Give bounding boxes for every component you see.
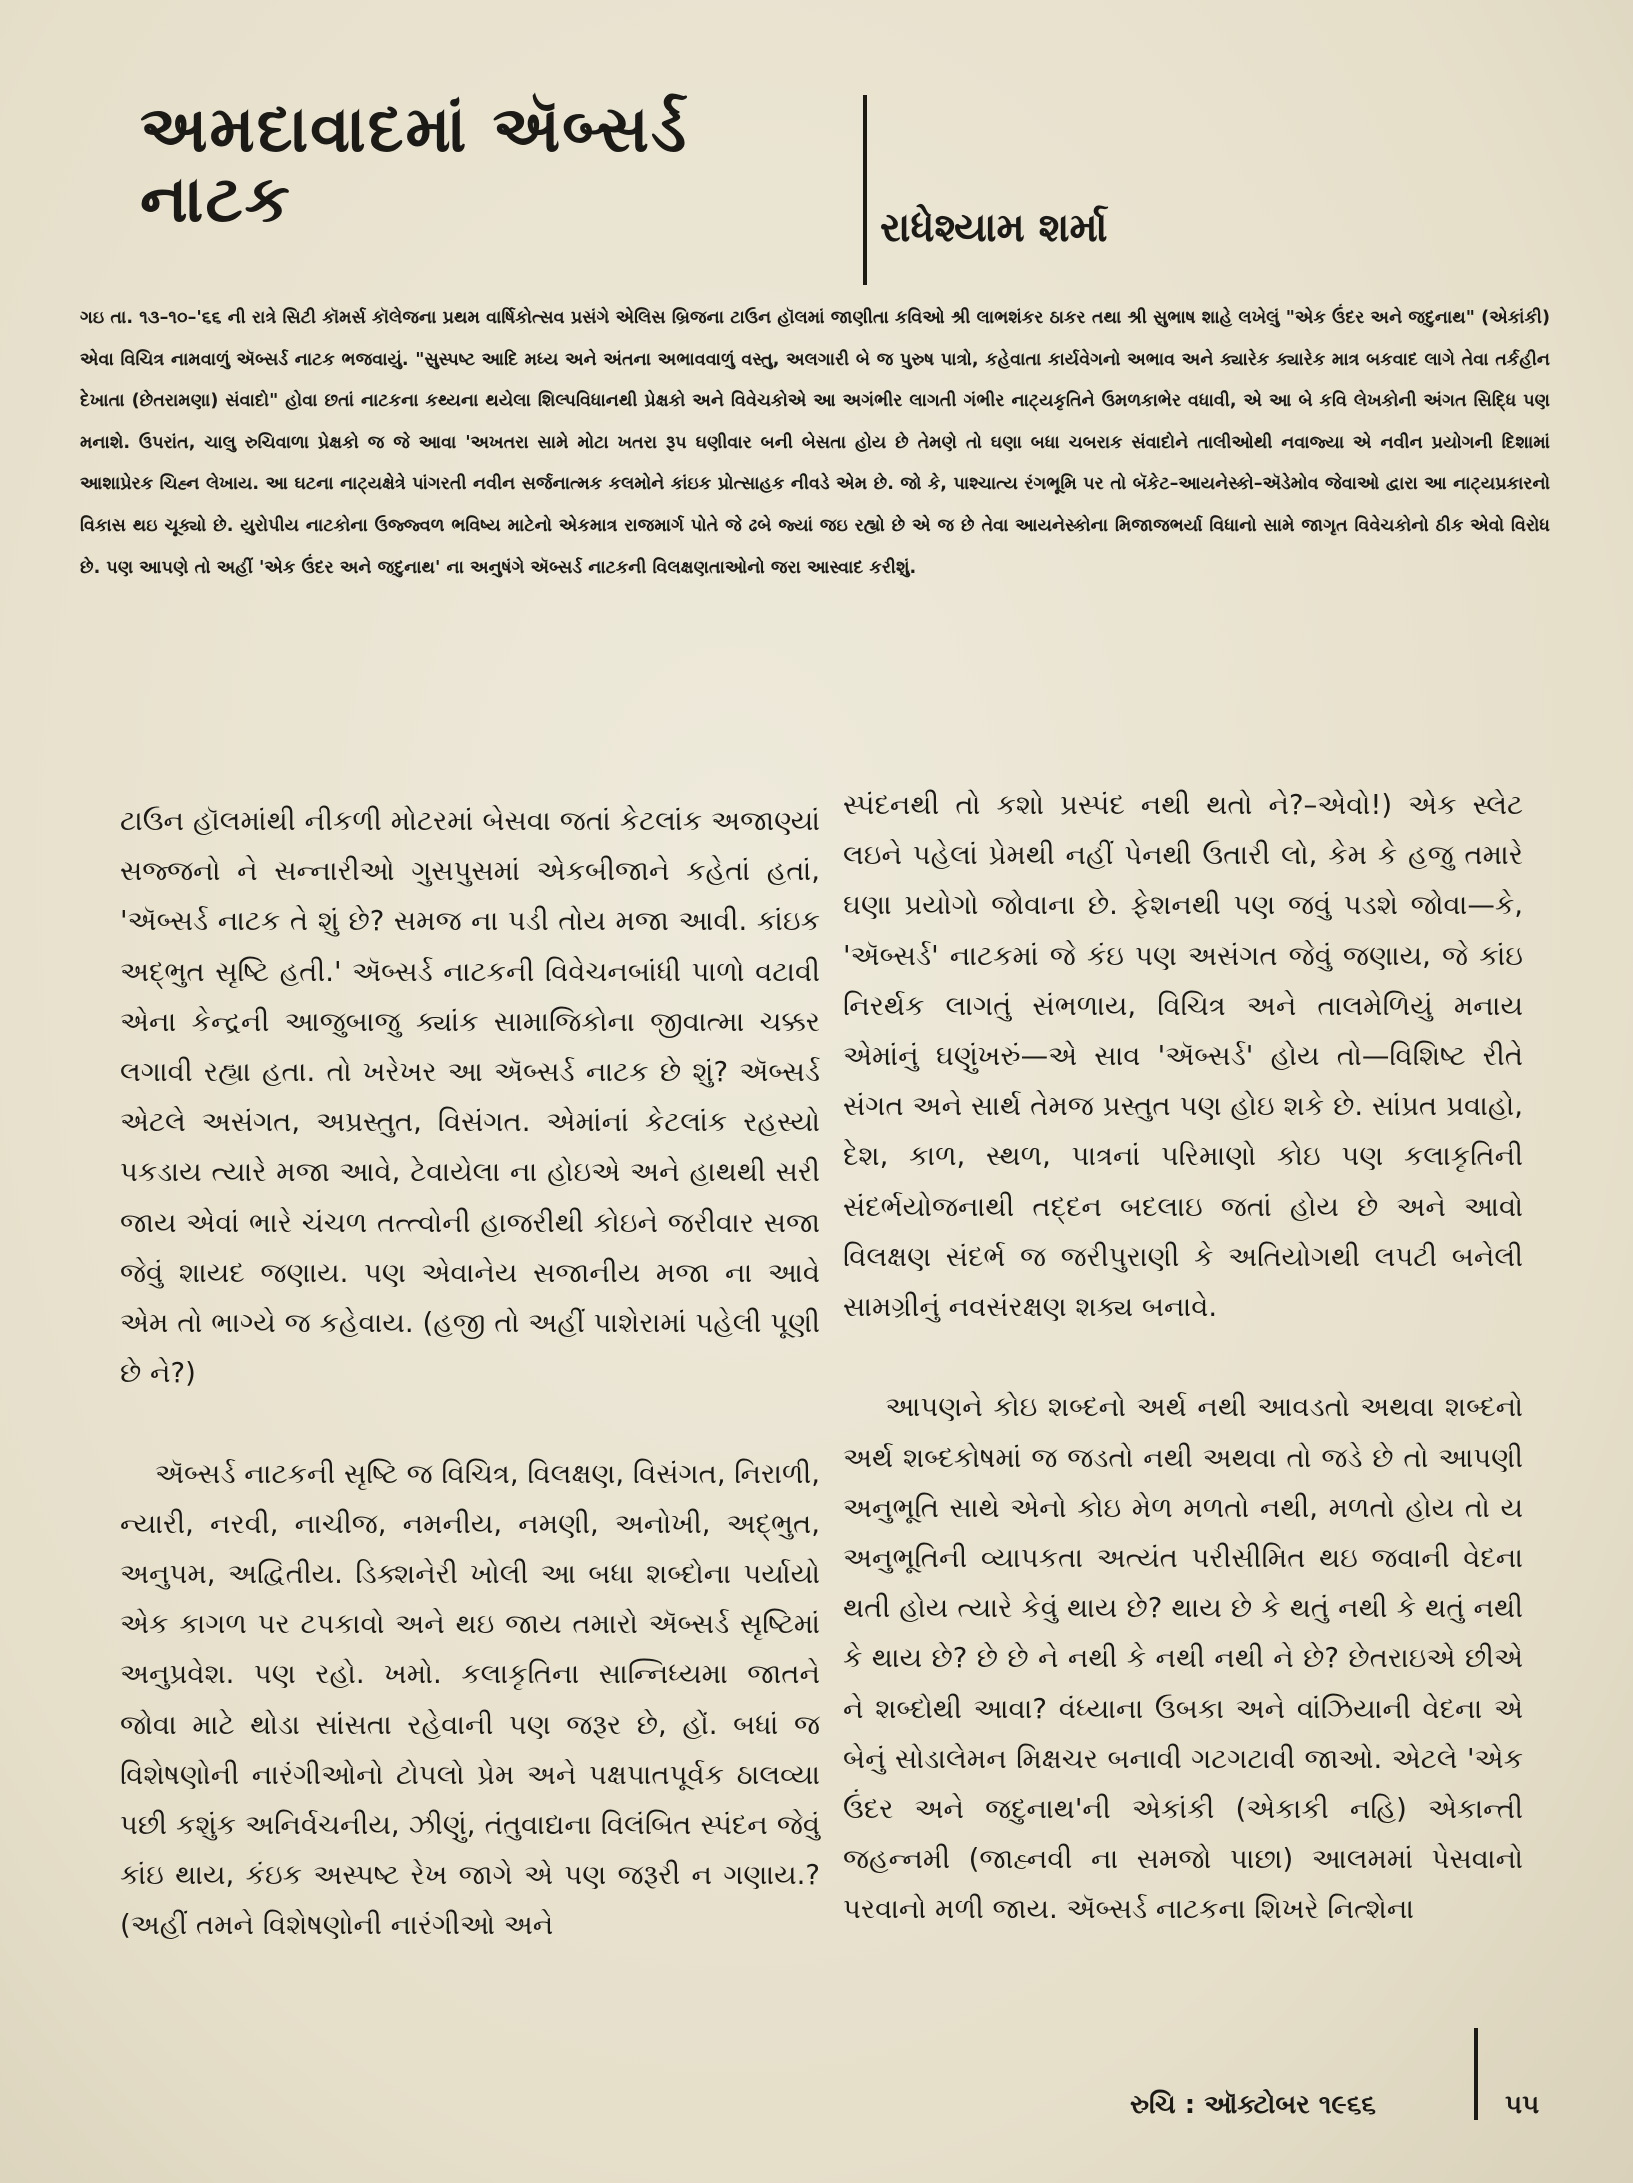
article-title: અમદાવાદમાં ઍબ્સર્ડ નાટક xyxy=(140,93,689,238)
body-column-left: ટાઉન હૉલમાંથી નીકળી મોટરમાં બેસવા જતાં કેટલાંક અજાણ્યાં સજ્જનો ને સન્નારીઓ ગુસપુસમાં એકબીજાને કહેતાં હતાં, 'ઍબ્સર્ડ નાટક તે શું છે? સમજ ના પડી તોય મજા આવી. કાંઇક અદ્ભુત સૃષ્ટિ હતી.' ઍબ્સર્ડ નાટકની વિવેચનબાંધી પાળો વટાવી એના કેન્દ્રની આજુબાજુ ક્યાંક સામાજિકોના જીવાત્મા ચક્કર લગાવી રહ્યા હતા. તો ખરેખર આ ઍબ્સર્ડ નાટક છે શું? ઍબ્સર્ડ એટલે અસંગત, અપ્રસ્તુત, વિસંગત. એમાંનાં કેટલાંક રહસ્યો પકડાય ત્યારે મજા આવે, ટેવાયેલા ના હોઇએ અને હાથથી સરી જાય એવાં ભારે ચંચળ તત્ત્વોની હાજરીથી કોઇને જરીવાર સજા જેવું શાયદ જણાય. પણ એવાનેય સજાનીય મજા ના આવે એમ તો ભાગ્યે જ કહેવાય. (હજી તો અહીં પાશેરામાં પહેલી પૂણી છે ને?) ઍબ્સર્ડ નાટકની સૃષ્ટિ જ વિચિત્ર, વિલક્ષણ, વિસંગત, નિરાળી, ન્યારી, નરવી, નાચીજ, નમનીય, નમણી, અનોખી, અદ્ભુત, અનુપમ, અદ્વિતીય. ડિક્શનેરી ખોલી આ બધા શબ્દોના પર્યાયો એક કાગળ પર ટપકાવો અને થઇ જાય તમારો ઍબ્સર્ડ સૃષ્ટિમાં અનુપ્રવેશ. પણ રહો. ખમો. કલાકૃતિના સાન્નિધ્યમા જાતને જોવા માટે થોડા સાંસતા રહેવાની પણ જરૂર છે, હોં. બધાં જ વિશેષણોની નારંગીઓનો ટોપલો પ્રેમ અને પક્ષપાતપૂર્વક ઠાલવ્યા પછી કશુંક અનિર્વચનીય, ઝીણું, તંતુવાદ્યના વિલંબિત સ્પંદન જેવું કાંઇ થાય, કંઇક અસ્પષ્ટ રેખ જાગે એ પણ જરૂરી ન ગણાય.? (અહીં તમને વિશેષણોની નારંગીઓ અને xyxy=(120,805,821,1942)
article-author: રાધેશ્યામ શર્મા xyxy=(880,205,1108,251)
page-number: ૫૫ xyxy=(1505,2090,1540,2120)
body-column-right: સ્પંદનથી તો કશો પ્રસ્પંદ નથી થતો ને?–એવો!) એક સ્લેટ લઇને પહેલાં પ્રેમથી નહીં પેનથી ઉતારી લો, કેમ કે હજુ તમારે ઘણા પ્રયોગો જોવાના છે. ફેશનથી પણ જવું પડશે જોવા—કે, 'ઍબ્સર્ડ' નાટકમાં જે કંઇ પણ અસંગત જેવું જણાય, જે કાંઇ નિરર્થક લાગતું સંભળાય, વિચિત્ર અને તાલમેળિયું મનાય એમાંનું ઘણુંખરું—એ સાવ 'ઍબ્સર્ડ' હોય તો—વિશિષ્ટ રીતે સંગત અને સાર્થ તેમજ પ્રસ્તુત પણ હોઇ શકે છે. સાંપ્રત પ્રવાહો, દેશ, કાળ, સ્થળ, પાત્રનાં પરિમાણો કોઇ પણ કલાકૃતિની સંદર્ભયોજનાથી તદ્દન બદલાઇ જતાં હોય છે અને આવો વિલક્ષણ સંદર્ભ જ જરીપુરાણી કે અતિયોગથી લપટી બનેલી સામગ્રીનું નવસંરક્ષણ શક્ય બનાવે. આપણને કોઇ શબ્દનો અર્થ નથી આવડતો અથવા શબ્દનો અર્થ શબ્દકોષમાં જ જડતો નથી અથવા તો જડે છે તો આપણી અનુભૂતિ સાથે એનો કોઇ મેળ મળતો નથી, મળતો હોય તો ય અનુભૂતિની વ્યાપકતા અત્યંત પરીસીમિત થઇ જવાની વેદના થતી હોય ત્યારે કેવું થાય છે? થાય છે કે થતું નથી કે થતું નથી કે થાય છે? છે છે ને નથી કે નથી નથી ને છે? છેતરાઇએ છીએ ને શબ્દોથી આવા? વંધ્યાના ઉબકા અને વાંઝિયાની વેદના એ બેનું સોડાલેમન મિક્ષચર બનાવી ગટગટાવી જાઓ. એટલે 'એક ઉંદર અને જદુનાથ'ની એકાંકી (એકાકી નહિ) એકાન્તી જહન્નમી (જાહ્નવી ના સમજો પાછા) આલમમાં પેસવાનો પરવાનો મળી જાય. ઍબ્સર્ડ નાટકના શિખરે નિત્શેના xyxy=(843,789,1524,1926)
footer-divider xyxy=(1474,2028,1478,2120)
title-divider xyxy=(863,95,867,285)
article-intro: ગઇ તા. ૧૩–૧૦–'૬૬ ની રાત્રે સિટી કૉમર્સ કૉલેજના પ્રથમ વાર્ષિકોત્સવ પ્રસંગે એલિસ બ્રિજના ટાઉન હૉલમાં જાણીતા કવિઓ શ્રી લાભશંકર ઠાકર તથા શ્રી સુભાષ શાહે લખેલું "એક ઉંદર અને જદુનાથ" (એકાંકી) એવા વિચિત્ર નામવાળું ઍબ્સર્ડ નાટક ભજવાયું. "સુસ્પષ્ટ આદિ મધ્ય અને અંતના અભાવવાળું વસ્તુ, અલગારી બે જ પુરુષ પાત્રો, કહેવાતા કાર્યવેગનો અભાવ અને ક્યારેક ક્યારેક માત્ર બકવાદ લાગે તેવા તર્કહીન દેખાતા (છેતરામણા) સંવાદો" હોવા છતાં નાટકના કથ્યના થયેલા શિલ્પવિધાનથી પ્રેક્ષકો અને વિવેચકોએ આ અગંભીર લાગતી ગંભીર નાટ્યકૃતિને ઉમળકાભેર વધાવી, એ આ બે કવિ લેખકોની અંગત સિદ્ધિ પણ મનાશે. ઉપરાંત, ચાલુ રુચિવાળા પ્રેક્ષકો જ જે આવા 'અખતરા સામે મોટા ખતરા રૂપ ઘણીવાર બની બેસતા હોય છે તેમણે તો ઘણા બધા ચબરાક સંવાદોને તાલીઓથી નવાજ્યા એ નવીન પ્રયોગની દિશામાં આશાપ્રેરક ચિહ્ન લેખાય. આ ઘટના નાટ્યક્ષેત્રે પાંગરતી નવીન સર્જનાત્મક કલમોને કાંઇક પ્રોત્સાહક નીવડે એમ છે. જો કે, પાશ્ચાત્ય રંગભૂમિ પર તો બૅકેટ–આયનેસ્કો–ઍડેમોવ જેવાઓ દ્વારા આ નાટ્યપ્રકારનો વિકાસ થઇ ચૂક્યો છે. યુરોપીય નાટકોના ઉજ્જ્વળ ભવિષ્ય માટેનો એકમાત્ર રાજમાર્ગ પોતે જે ઢબે જ્યાં જઇ રહ્યો છે એ જ છે તેવા આયનેસ્કોના મિજાજભર્યા વિધાનો સામે જાગૃત વિવેચકોનો ઠીક એવો વિરોધ છે. પણ આપણે તો અહીં 'એક ઉંદર અને જદુનાથ' ના અનુષંગે ઍબ્સર્ડ નાટકની વિલક્ષણતાઓનો જરા આસ્વાદ કરીશું. xyxy=(80,308,1557,578)
footer-magazine-name: રુચિ : ઑક્ટોબર ૧૯૬૬ xyxy=(1130,2090,1376,2120)
